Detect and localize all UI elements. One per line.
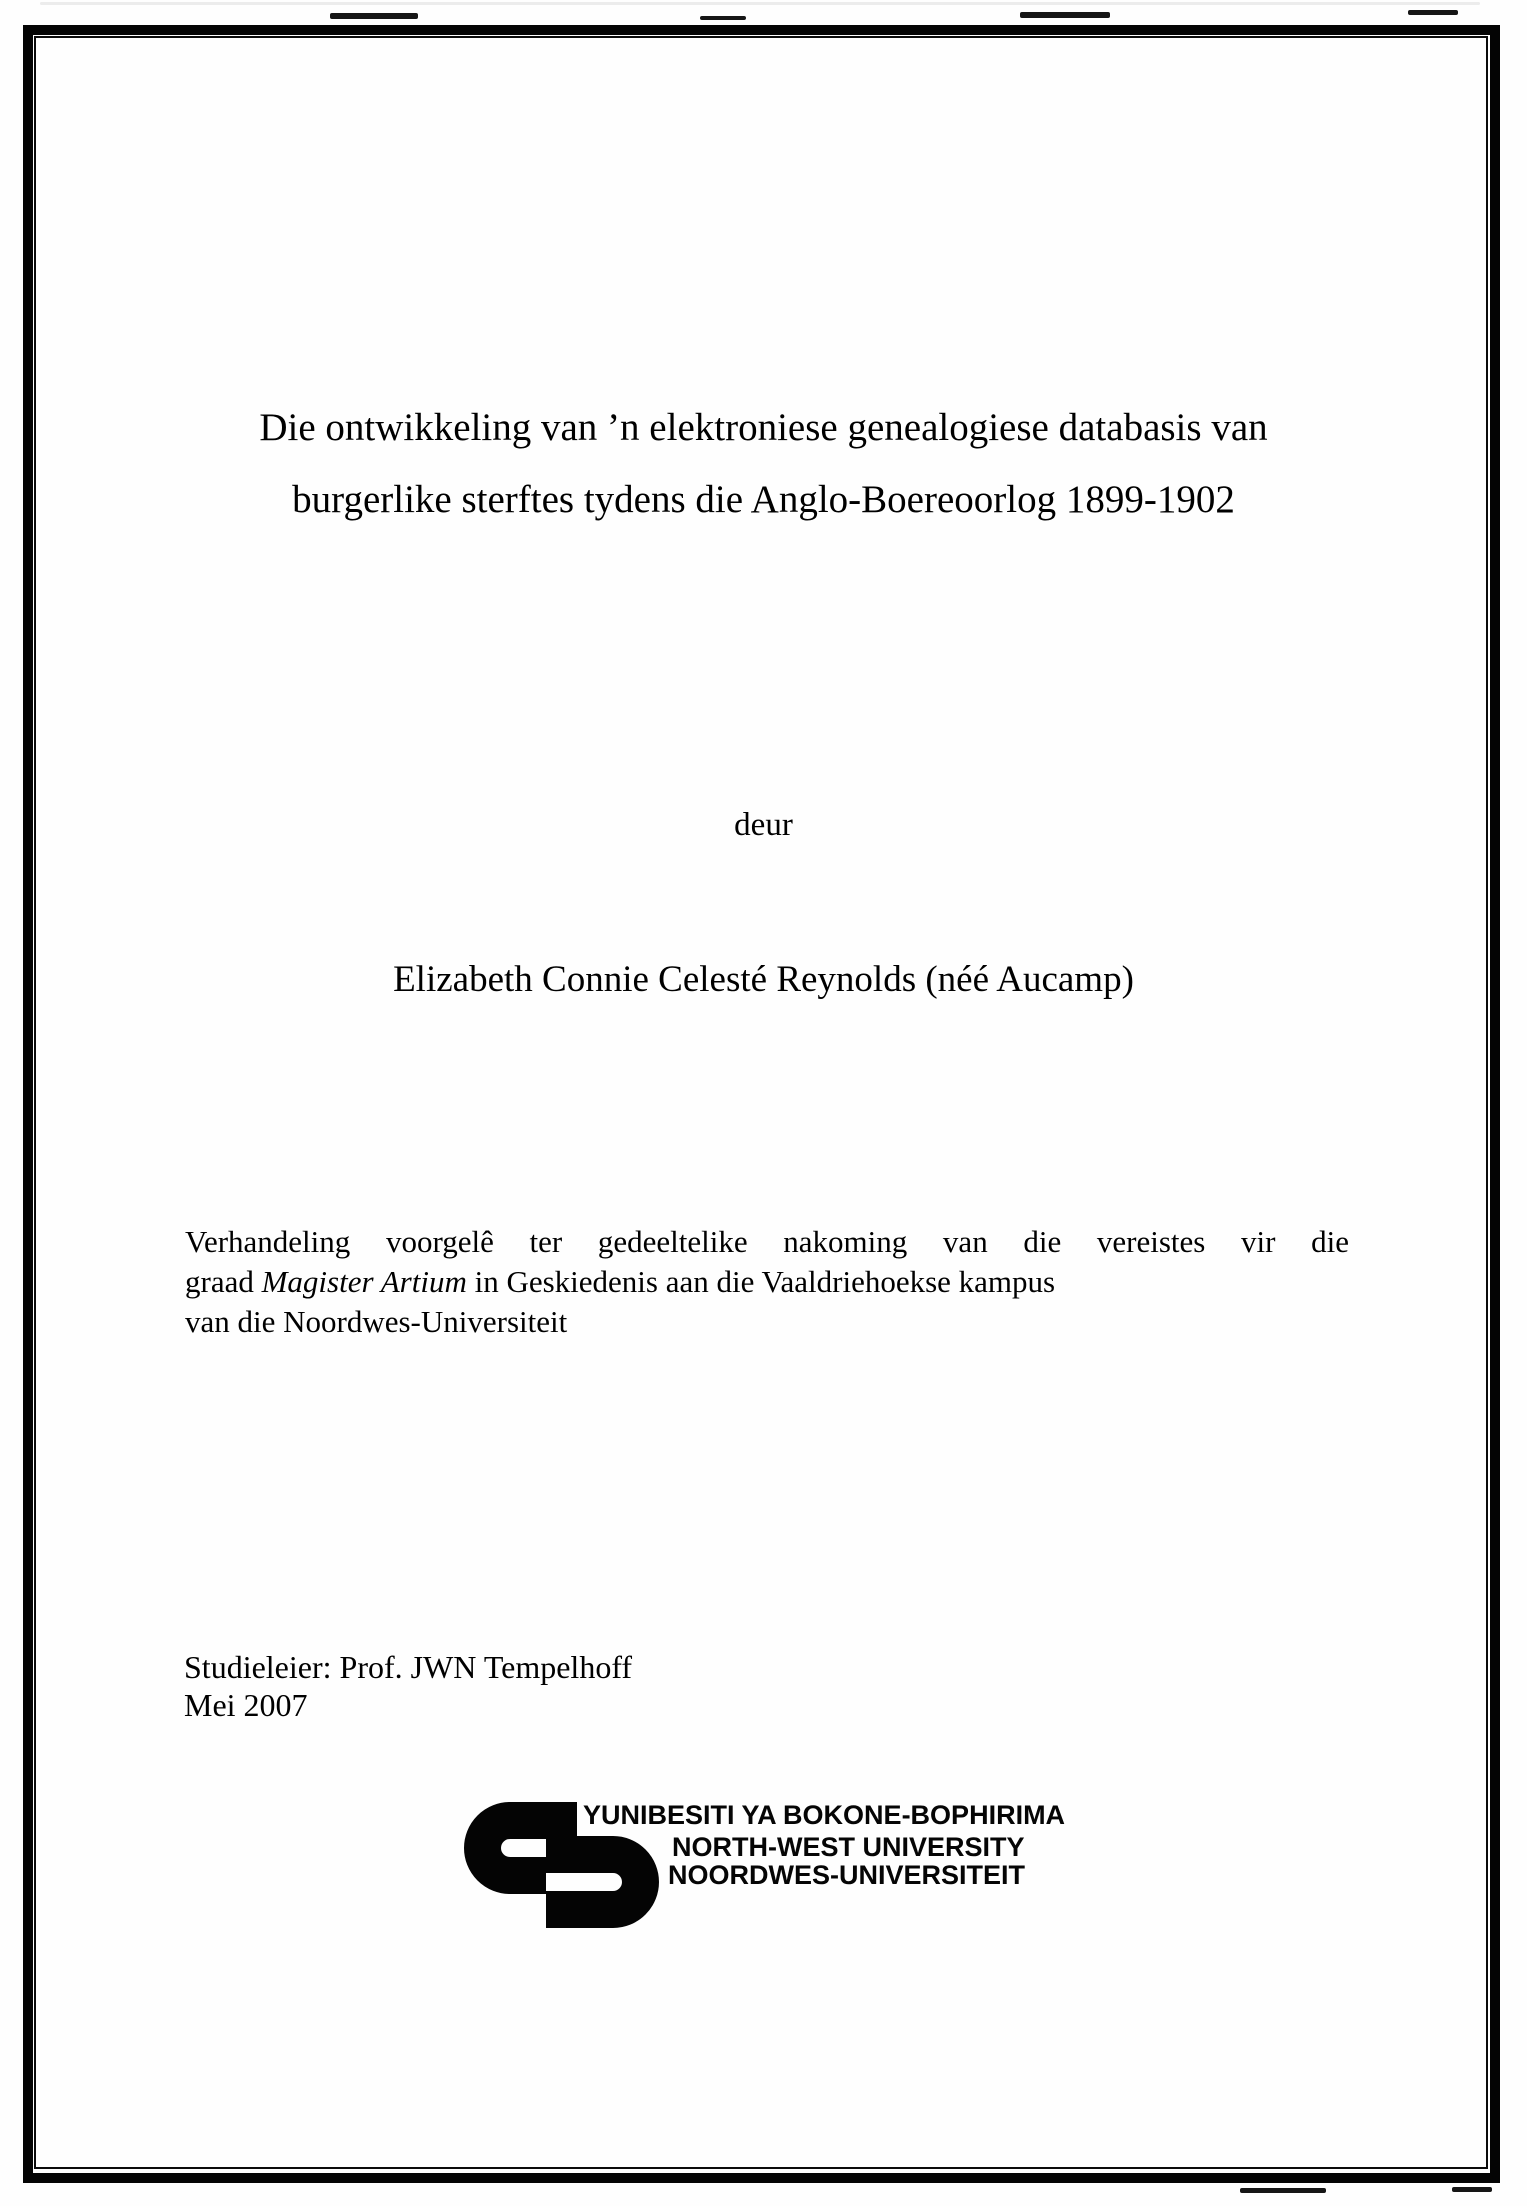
statement-text: in Geskiedenis aan die Vaaldriehoekse kampus xyxy=(466,1264,1056,1299)
thesis-statement xyxy=(185,1222,1349,1342)
scan-artifact xyxy=(1452,2187,1492,2192)
thesis-statement-line-1: Verhandeling voorgelê ter gedeeltelike nakoming van die vereistes vir die xyxy=(185,1224,1349,1259)
university-name-english: NORTH-WEST UNIVERSITY xyxy=(672,1832,1025,1862)
thesis-statement-line-2 xyxy=(185,1262,1349,1302)
thesis-title-line-2: burgerlike sterftes tydens die Anglo-Boereoorlog 1899-1902 xyxy=(292,478,1235,521)
scan-artifact xyxy=(700,16,746,20)
thesis-title-line-1: Die ontwikkeling van ’n elektroniese genealogiese databasis van xyxy=(259,406,1268,449)
scan-artifact xyxy=(330,13,418,19)
date-line: Mei 2007 xyxy=(184,1687,308,1723)
thesis-title xyxy=(0,392,1527,536)
author-name: Elizabeth Connie Celesté Reynolds (néé Aucamp) xyxy=(393,959,1134,1000)
supervisor-line: Studieleier: Prof. JWN Tempelhoff xyxy=(184,1649,633,1685)
thesis-statement-line-3: van die Noordwes-Universiteit xyxy=(185,1304,568,1339)
scan-artifact xyxy=(1240,2188,1326,2193)
university-name-afrikaans: NOORDWES-UNIVERSITEIT xyxy=(668,1860,1026,1890)
supervisor-block xyxy=(184,1648,632,1724)
byline-preposition: deur xyxy=(734,807,793,843)
scan-artifact xyxy=(1408,10,1458,15)
degree-name-italic: Magister Artium xyxy=(261,1264,467,1299)
statement-text: graad xyxy=(185,1264,262,1299)
university-name-setswana: YUNIBESITI YA BOKONE-BOPHIRIMA xyxy=(583,1800,1066,1830)
scan-artifact xyxy=(1020,12,1110,18)
scan-artifact xyxy=(40,2,1480,5)
